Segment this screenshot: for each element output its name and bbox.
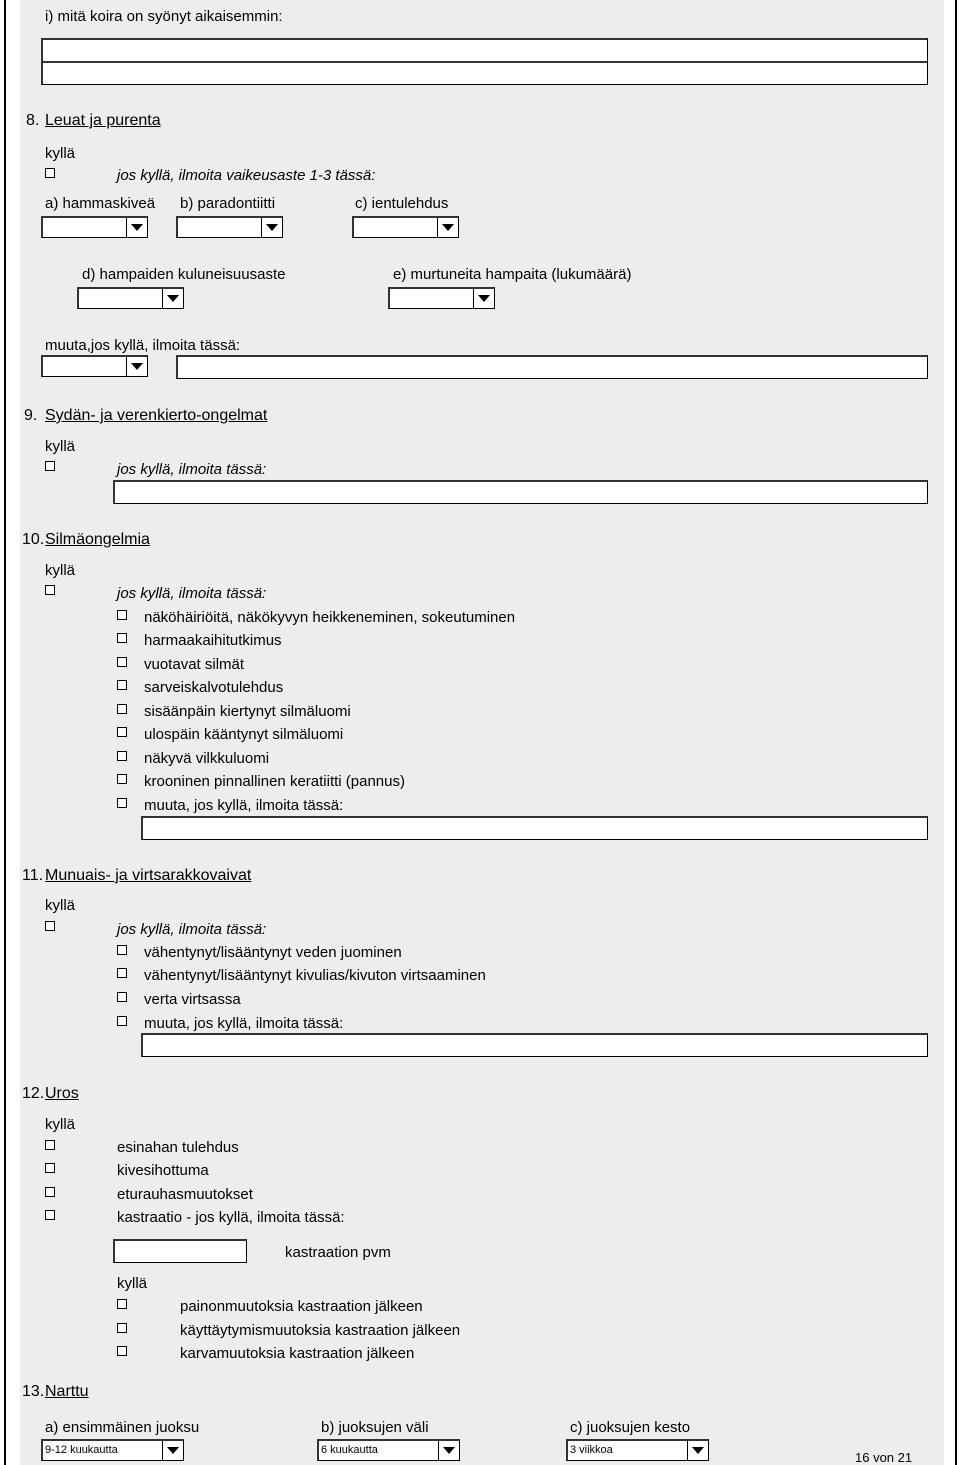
eye-item-checkbox[interactable] [117, 610, 127, 620]
yes-label: kyllä [45, 562, 76, 579]
previous-food-field-2[interactable] [41, 61, 928, 85]
question-i-label: i) mitä koira on syönyt aikaisemmin: [45, 8, 283, 25]
kidney-item-label: muuta, jos kyllä, ilmoita tässä: [144, 1015, 344, 1032]
eye-item-checkbox[interactable] [117, 657, 127, 667]
first-heat-label: a) ensimmäinen juoksu [45, 1419, 200, 1436]
other-text-field[interactable] [176, 355, 928, 379]
eye-other-text-field[interactable] [141, 816, 928, 840]
eye-item-checkbox[interactable] [117, 751, 127, 761]
section-11-note: jos kyllä, ilmoita tässä: [117, 921, 267, 938]
eye-item-checkbox[interactable] [117, 680, 127, 690]
castration-item-checkbox[interactable] [117, 1299, 127, 1309]
section-9-note: jos kyllä, ilmoita tässä: [117, 461, 267, 478]
heat-duration-select[interactable] [566, 1439, 709, 1461]
heat-duration-value: 3 viikkoa [570, 1444, 613, 1456]
kidney-item-label: vähentynyt/lisääntynyt kivulias/kivuton virtsaaminen [144, 967, 486, 984]
castration-item-label: painonmuutoksia kastraation jälkeen [180, 1298, 423, 1315]
periodontitis-select[interactable] [176, 216, 283, 238]
section-11-title: Munuais- ja virtsarakkovaivat [45, 867, 252, 884]
section-13-title: Narttu [45, 1383, 89, 1400]
section-11-yes-checkbox[interactable] [45, 921, 55, 931]
heat-interval-value: 6 kuukautta [321, 1444, 378, 1456]
section-9-number: 9. [24, 407, 38, 424]
other-label: muuta,jos kyllä, ilmoita tässä: [45, 337, 241, 354]
kidney-item-checkbox[interactable] [117, 968, 127, 978]
eye-item-checkbox[interactable] [117, 798, 127, 808]
male-item-checkbox[interactable] [45, 1187, 55, 1197]
castration-date-field[interactable] [113, 1239, 247, 1263]
tooth-wear-select[interactable] [77, 287, 184, 309]
eye-item-label: sarveiskalvotulehdus [144, 679, 284, 696]
page-number: 16 von 21 [855, 1450, 913, 1465]
castration-item-checkbox[interactable] [117, 1346, 127, 1356]
yes-label: kyllä [117, 1275, 148, 1292]
eye-item-label: sisäänpäin kiertynyt silmäluomi [144, 703, 351, 720]
male-item-checkbox[interactable] [45, 1163, 55, 1173]
eye-item-label: krooninen pinnallinen keratiitti (pannus) [144, 773, 405, 790]
other-select[interactable] [41, 355, 148, 377]
section-12-number: 12. [22, 1085, 45, 1102]
chevron-down-icon[interactable] [126, 357, 147, 376]
first-heat-select[interactable] [41, 1439, 184, 1461]
section-9-yes-checkbox[interactable] [45, 461, 55, 471]
gingivitis-label: c) ientulehdus [355, 195, 449, 212]
chevron-down-icon[interactable] [162, 289, 183, 308]
eye-item-checkbox[interactable] [117, 727, 127, 737]
eye-item-checkbox[interactable] [117, 633, 127, 643]
section-8-yes-checkbox[interactable] [45, 168, 55, 178]
section-8-title: Leuat ja purenta [45, 112, 161, 129]
kidney-other-text-field[interactable] [141, 1033, 928, 1057]
kidney-item-label: verta virtsassa [144, 991, 241, 1008]
left-border-line [4, 0, 6, 1465]
yes-label: kyllä [45, 1116, 76, 1133]
eye-item-label: vuotavat silmät [144, 656, 245, 673]
section-9-text-field[interactable] [113, 480, 928, 504]
male-item-label: eturauhasmuutokset [117, 1186, 253, 1203]
section-10-title: Silmäongelmia [45, 531, 150, 548]
chevron-down-icon[interactable] [261, 218, 282, 237]
heat-interval-select[interactable] [317, 1439, 460, 1461]
yes-label: kyllä [45, 145, 76, 162]
section-8-number: 8. [26, 112, 40, 129]
section-10-number: 10. [22, 531, 45, 548]
castration-item-label: käyttäytymismuutoksia kastraation jälkeen [180, 1322, 461, 1339]
section-11-number: 11. [22, 867, 44, 884]
chevron-down-icon[interactable] [687, 1441, 708, 1460]
tooth-wear-label: d) hampaiden kuluneisuusaste [82, 266, 286, 283]
eye-item-checkbox[interactable] [117, 704, 127, 714]
yes-label: kyllä [45, 897, 76, 914]
section-8-note: jos kyllä, ilmoita vaikeusaste 1-3 tässä: [117, 167, 376, 184]
chevron-down-icon[interactable] [437, 218, 458, 237]
male-item-checkbox[interactable] [45, 1140, 55, 1150]
broken-teeth-select[interactable] [388, 287, 495, 309]
male-item-label: esinahan tulehdus [117, 1139, 239, 1156]
first-heat-value: 9-12 kuukautta [45, 1444, 118, 1456]
tartar-select[interactable] [41, 216, 148, 238]
periodontitis-label: b) paradontiitti [180, 195, 276, 212]
eye-item-checkbox[interactable] [117, 774, 127, 784]
eye-item-label: ulospäin kääntynyt silmäluomi [144, 726, 344, 743]
male-item-checkbox[interactable] [45, 1210, 55, 1220]
section-10-yes-checkbox[interactable] [45, 585, 55, 595]
gingivitis-select[interactable] [352, 216, 459, 238]
kidney-item-checkbox[interactable] [117, 992, 127, 1002]
kidney-item-label: vähentynyt/lisääntynyt veden juominen [144, 944, 402, 961]
chevron-down-icon[interactable] [126, 218, 147, 237]
section-12-title: Uros [45, 1085, 79, 1102]
chevron-down-icon[interactable] [162, 1441, 183, 1460]
tartar-label: a) hammaskiveä [45, 195, 156, 212]
eye-item-label: näkyvä vilkkuluomi [144, 750, 270, 767]
kidney-item-checkbox[interactable] [117, 1016, 127, 1026]
castration-item-label: karvamuutoksia kastraation jälkeen [180, 1345, 415, 1362]
heat-interval-label: b) juoksujen väli [321, 1419, 429, 1436]
eye-item-label: harmaakaihitutkimus [144, 632, 282, 649]
heat-duration-label: c) juoksujen kesto [570, 1419, 691, 1436]
chevron-down-icon[interactable] [473, 289, 494, 308]
section-9-title: Sydän- ja verenkierto-ongelmat [45, 407, 268, 424]
eye-item-label: näköhäiriöitä, näkökyvyn heikkeneminen, sokeutuminen [144, 609, 516, 626]
castration-date-label: kastraation pvm [285, 1244, 391, 1261]
previous-food-field-1[interactable] [41, 38, 928, 62]
right-border-line [955, 0, 957, 1465]
broken-teeth-label: e) murtuneita hampaita (lukumäärä) [393, 266, 632, 283]
chevron-down-icon[interactable] [438, 1441, 459, 1460]
male-item-label: kastraatio - jos kyllä, ilmoita tässä: [117, 1209, 345, 1226]
kidney-item-checkbox[interactable] [117, 945, 127, 955]
yes-label: kyllä [45, 438, 76, 455]
section-10-note: jos kyllä, ilmoita tässä: [117, 585, 267, 602]
male-item-label: kivesihottuma [117, 1162, 209, 1179]
section-13-number: 13. [22, 1383, 45, 1400]
eye-item-label: muuta, jos kyllä, ilmoita tässä: [144, 797, 344, 814]
castration-item-checkbox[interactable] [117, 1323, 127, 1333]
